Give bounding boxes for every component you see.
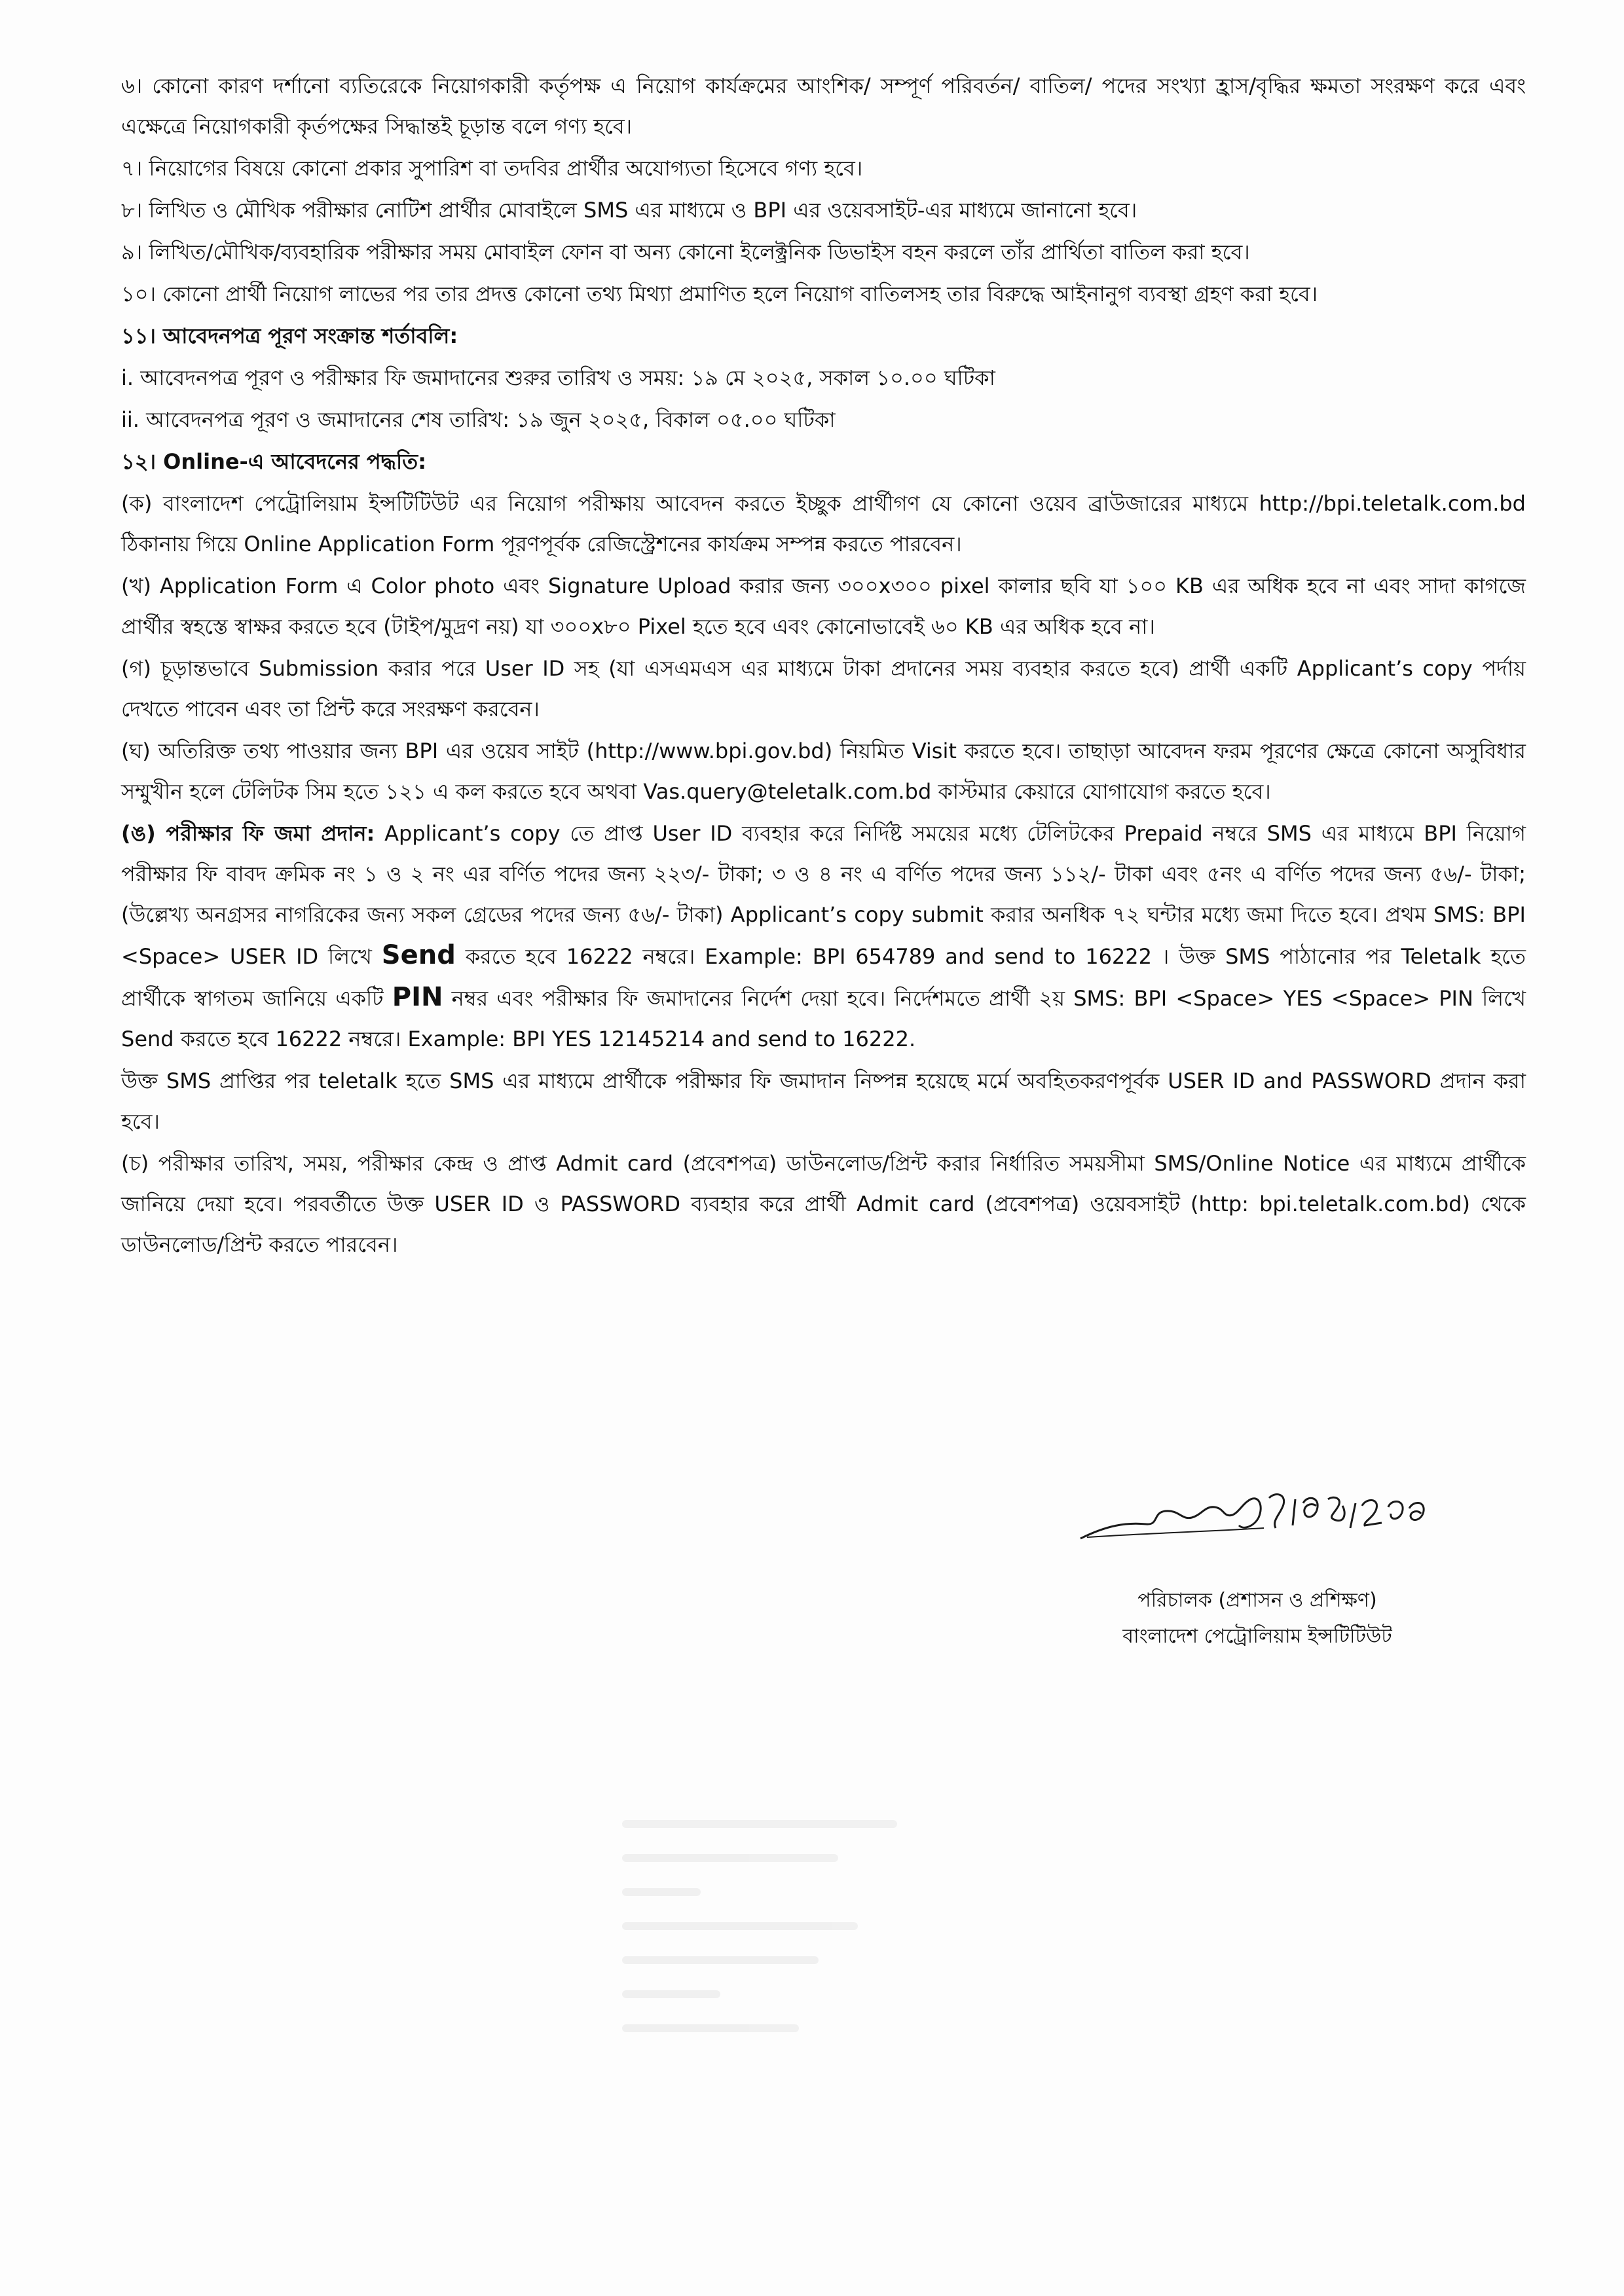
section-12-gha: (ঘ) অতিরিক্ত তথ্য পাওয়ার জন্য BPI এর ওয়েব সাইট (http://www.bpi.gov.bd) নিয়মিত Visit করতে হবে। তাছাড়া আবেদন ফরম পূরণের ক্ষেত্রে কোনো অসুবিধার সম্মুখীন হলে টেলিটক সিম হতে ১২১ এ কল করতে হবে অথবা Vas.query@teletalk.com.bd কাস্টমার কেয়ারে যোগাযোগ করতে হবে। — [121, 738, 1526, 804]
clause-9: ৯। লিখিত/মৌখিক/ব্যবহারিক পরীক্ষার সময় মোবাইল ফোন বা অন্য কোনো ইলেক্ট্রনিক ডিভাইস বহন করলে তাঁর প্রার্থিতা বাতিল করা হবে। — [121, 240, 1250, 264]
clause-7: ৭। নিয়োগের বিষয়ে কোনো প্রকার সুপারিশ বা তদবির প্রার্থীর অযোগ্যতা হিসেবে গণ্য হবে। — [121, 156, 863, 181]
section-11-heading: ১১। আবেদনপত্র পূরণ সংক্রান্ত শর্তাবলি: — [121, 323, 458, 348]
fee-payment-text-3: নম্বর এবং পরীক্ষার ফি জমাদানের নির্দেশ দেয়া হবে। নির্দেশমতে প্রার্থী ২য় SMS: BPI <Space> YES <Space> PIN লিখে Send করতে হবে 16222 নম্বরে। Example: BPI YES 12145214 and send to 16222. — [121, 986, 1526, 1051]
clause-8: ৮। লিখিত ও মৌখিক পরীক্ষার নোটিশ প্রার্থীর মোবাইলে SMS এর মাধ্যমে ও BPI এর ওয়েবসাইট-এর মাধ্যমে জানানো হবে। — [121, 198, 1137, 223]
section-12-uma — [121, 813, 1526, 1059]
show-through-bleed — [622, 1820, 1015, 2147]
clause-10: ১০। কোনো প্রার্থী নিয়োগ লাভের পর তার প্রদত্ত কোনো তথ্য মিথ্যা প্রমাণিত হলে নিয়োগ বাতিলসহ তার বিরুদ্ধে আইনানুগ ব্যবস্থা গ্রহণ করা হবে। — [121, 282, 1318, 306]
pin-keyword: PIN — [392, 982, 443, 1012]
section-12-ka: (ক) বাংলাদেশ পেট্রোলিয়াম ইন্সটিটিউট এর নিয়োগ পরীক্ষায় আবেদন করতে ইচ্ছুক প্রার্থীগণ যে কোনো ওয়েব ব্রাউজারের মাধ্যমে http://bpi.teletalk.com.bd ঠিকানায় গিয়ে Online Application Form পূরণপূর্বক রেজিস্ট্রেশনের কার্যক্রম সম্পন্ন করতে পারবেন। — [121, 491, 1526, 556]
clause-6: ৬। কোনো কারণ দর্শানো ব্যতিরেকে নিয়োগকারী কর্তৃপক্ষ এ নিয়োগ কার্যক্রমের আংশিক/ সম্পূর্ণ পরিবর্তন/ বাতিল/ পদের সংখ্যা হ্রাস/বৃদ্ধির ক্ষমতা সংরক্ষণ করে এবং এক্ষেত্রে নিয়োগকারী কৃর্তপক্ষের সিদ্ধান্তই চূড়ান্ত বলে গণ্য হবে। — [121, 73, 1526, 139]
section-11-item-ii: ii. আবেদনপত্র পূরণ ও জমাদানের শেষ তারিখ: ১৯ জুন ২০২৫, বিকাল ০৫.০০ ঘটিকা — [121, 407, 836, 432]
signatory-designation: পরিচালক (প্রশাসন ও প্রশিক্ষণ) — [1137, 1589, 1377, 1612]
signature-block — [1041, 1460, 1539, 1761]
section-12-heading: ১২। Online-এ আবেদনের পদ্ধতি: — [121, 449, 426, 474]
section-12-ga: (গ) চূড়ান্তভাবে Submission করার পরে User ID সহ (যা এসএমএস এর মাধ্যমে টাকা প্রদানের সময় ব্যবহার করতে হবে) প্রার্থী একটি Applicant’s copy পর্দায় দেখতে পাবেন এবং তা প্রিন্ট করে সংরক্ষণ করবেন। — [121, 656, 1526, 721]
notice-body — [121, 65, 1526, 1266]
section-12-kha: (খ) Application Form এ Color photo এবং Signature Upload করার জন্য ৩০০x৩০০ pixel কালার ছবি যা ১০০ KB এর অধিক হবে না এবং সাদা কাগজে প্রার্থীর স্বহস্তে স্বাক্ষর করতে হবে (টাইপ/মুদ্রণ নয়) যা ৩০০x৮০ Pixel হতে হবে এবং কোনোভাবেই ৬০ KB এর অধিক হবে না। — [121, 574, 1526, 639]
section-12-uma-followup: উক্ত SMS প্রাপ্তির পর teletalk হতে SMS এর মাধ্যমে প্রার্থীকে পরীক্ষার ফি জমাদান নিষ্পন্ন হয়েছে মর্মে অবহিতকরণপূর্বক USER ID and PASSWORD প্রদান করা হবে। — [121, 1068, 1526, 1134]
fee-payment-label: (ঙ) পরীক্ষার ফি জমা প্রদান: — [121, 821, 375, 846]
fee-payment-text-2: করতে হবে 16222 নম্বরে। Example: BPI 654789 and send to 16222 । উক্ত SMS পাঠানোর পর Teletalk হতে প্রার্থীকে স্বাগতম জানিয়ে একটি — [121, 944, 1526, 1011]
send-keyword: Send — [381, 940, 456, 970]
handwritten-signature-icon — [1067, 1460, 1434, 1558]
section-12-cha: (চ) পরীক্ষার তারিখ, সময়, পরীক্ষার কেন্দ্র ও প্রাপ্ত Admit card (প্রবেশপত্র) ডাউনলোড/প্রিন্ট করার নির্ধারিত সময়সীমা SMS/Online Notice এর মাধ্যমে প্রার্থীকে জানিয়ে দেয়া হবে। পরবর্তীতে উক্ত USER ID ও PASSWORD ব্যবহার করে প্রার্থী Admit card (প্রবেশপত্র) ওয়েবসাইট (http: bpi.teletalk.com.bd) থেকে ডাউনলোড/প্রিন্ট করতে পারবেন। — [121, 1151, 1526, 1257]
fee-payment-text-1: Applicant’s copy তে প্রাপ্ত User ID ব্যবহার করে নির্দিষ্ট সময়ের মধ্যে টেলিটকের Prepaid নম্বরে SMS এর মাধ্যমে BPI নিয়োগ পরীক্ষার ফি বাবদ ক্রমিক নং ১ ও ২ নং এর বর্ণিত পদের জন্য ২২৩/- টাকা; ৩ ও ৪ নং এ বর্ণিত পদের জন্য ১১২/- টাকা এবং ৫নং এ বর্ণিত পদের জন্য ৫৬/- টাকা; (উল্লেখ্য অনগ্রসর নাগরিকের জন্য সকল গ্রেডের পদের জন্য ৫৬/- টাকা) Applicant’s copy submit করার অনধিক ৭২ ঘন্টার মধ্যে জমা দিতে হবে। প্রথম SMS: BPI <Space> USER ID লিখে — [121, 821, 1526, 969]
signatory-organization: বাংলাদেশ পেট্রোলিয়াম ইন্সটিটিউট — [1122, 1625, 1392, 1648]
section-11-item-i: i. আবেদনপত্র পূরণ ও পরীক্ষার ফি জমাদানের শুরুর তারিখ ও সময়: ১৯ মে ২০২৫, সকাল ১০.০০ ঘটিকা — [121, 365, 995, 390]
